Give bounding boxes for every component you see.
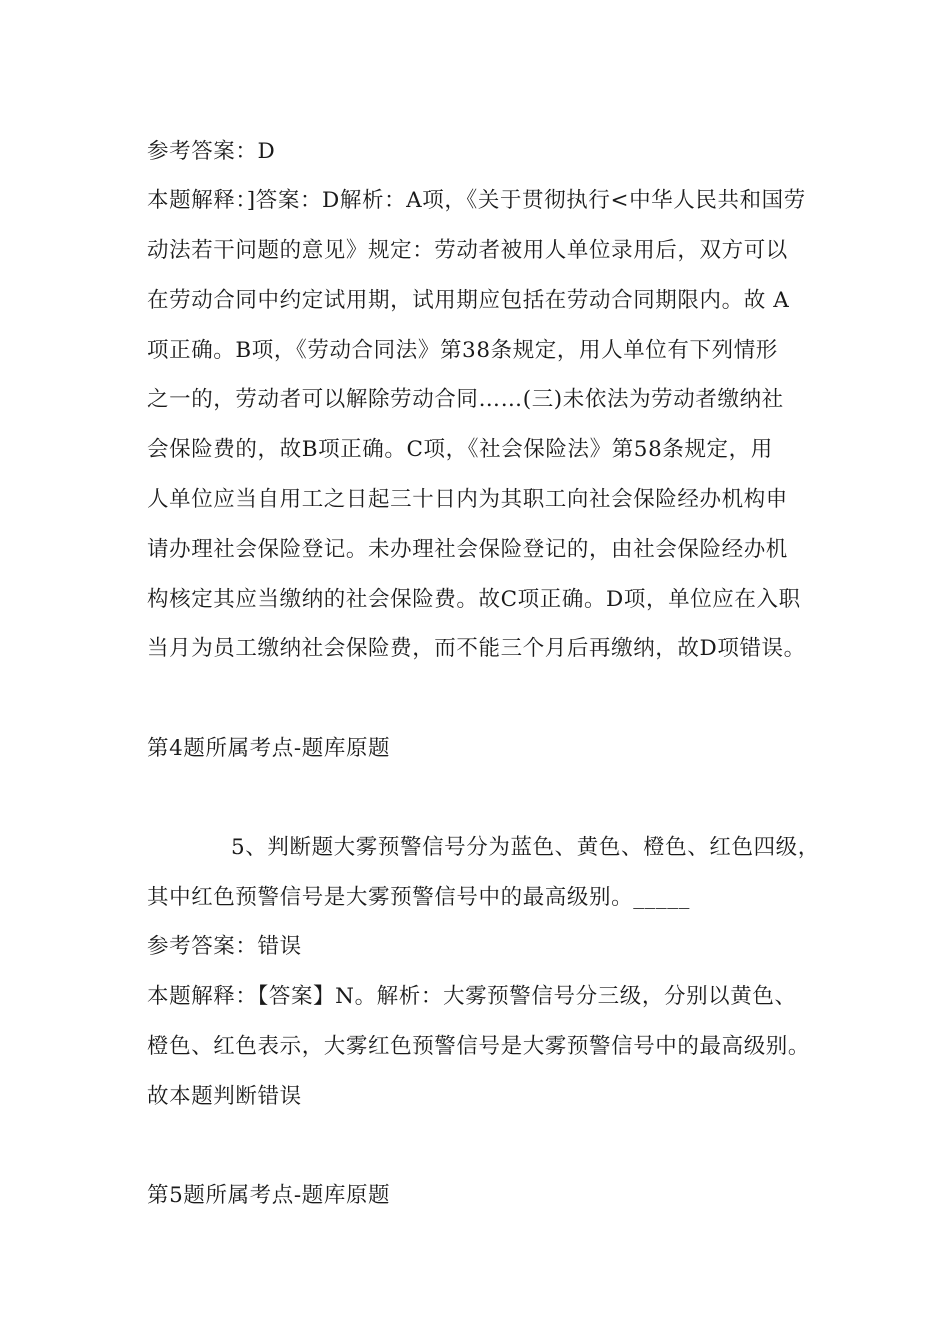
q4-explanation-line: 人单位应当自用工之日起三十日内为其职工向社会保险经办机构申	[147, 487, 788, 512]
q5-question-line: 5、判断题大雾预警信号分为蓝色、黄色、橙色、红色四级，	[231, 835, 820, 860]
q4-explanation-line: 在劳动合同中约定试用期，试用期应包括在劳动合同期限内。故 A	[147, 288, 790, 313]
q4-answer: 参考答案：D	[147, 139, 276, 164]
q5-explanation-line: 故本题判断错误	[147, 1084, 302, 1109]
q5-question-line: 其中红色预警信号是大雾预警信号中的最高级别。_____	[147, 885, 690, 910]
q4-explanation-line: 请办理社会保险登记。未办理社会保险登记的，由社会保险经办机	[147, 537, 788, 562]
q5-answer: 参考答案：错误	[147, 934, 302, 959]
q4-explanation-line: 项正确。B项，《劳动合同法》第38条规定，用人单位有下列情形	[147, 338, 778, 363]
q4-explanation-line: 之一的，劳动者可以解除劳动合同……(三)未依法为劳动者缴纳社	[147, 387, 784, 412]
q5-explanation-line: 橙色、红色表示，大雾红色预警信号是大雾预警信号中的最高级别。	[147, 1034, 811, 1059]
q4-explanation-line: 会保险费的，故B项正确。C项，《社会保险法》第58条规定，用	[147, 437, 773, 462]
q4-explanation-line: 动法若干问题的意见》规定：劳动者被用人单位录用后，双方可以	[147, 238, 788, 263]
q5-category: 第5题所属考点-题库原题	[147, 1183, 391, 1208]
q5-explanation-line: 本题解释：【答案】N。解析：大雾预警信号分三级，分别以黄色、	[147, 984, 797, 1009]
q4-explanation-line: 本题解释：]答案：D解析：A项，《关于贯彻执行<中华人民共和国劳	[147, 188, 806, 213]
q4-explanation-line: 当月为员工缴纳社会保险费，而不能三个月后再缴纳，故D项错误。	[147, 636, 806, 661]
q4-explanation-line: 构核定其应当缴纳的社会保险费。故C项正确。D项，单位应在入职	[147, 587, 801, 612]
q4-category: 第4题所属考点-题库原题	[147, 736, 391, 761]
